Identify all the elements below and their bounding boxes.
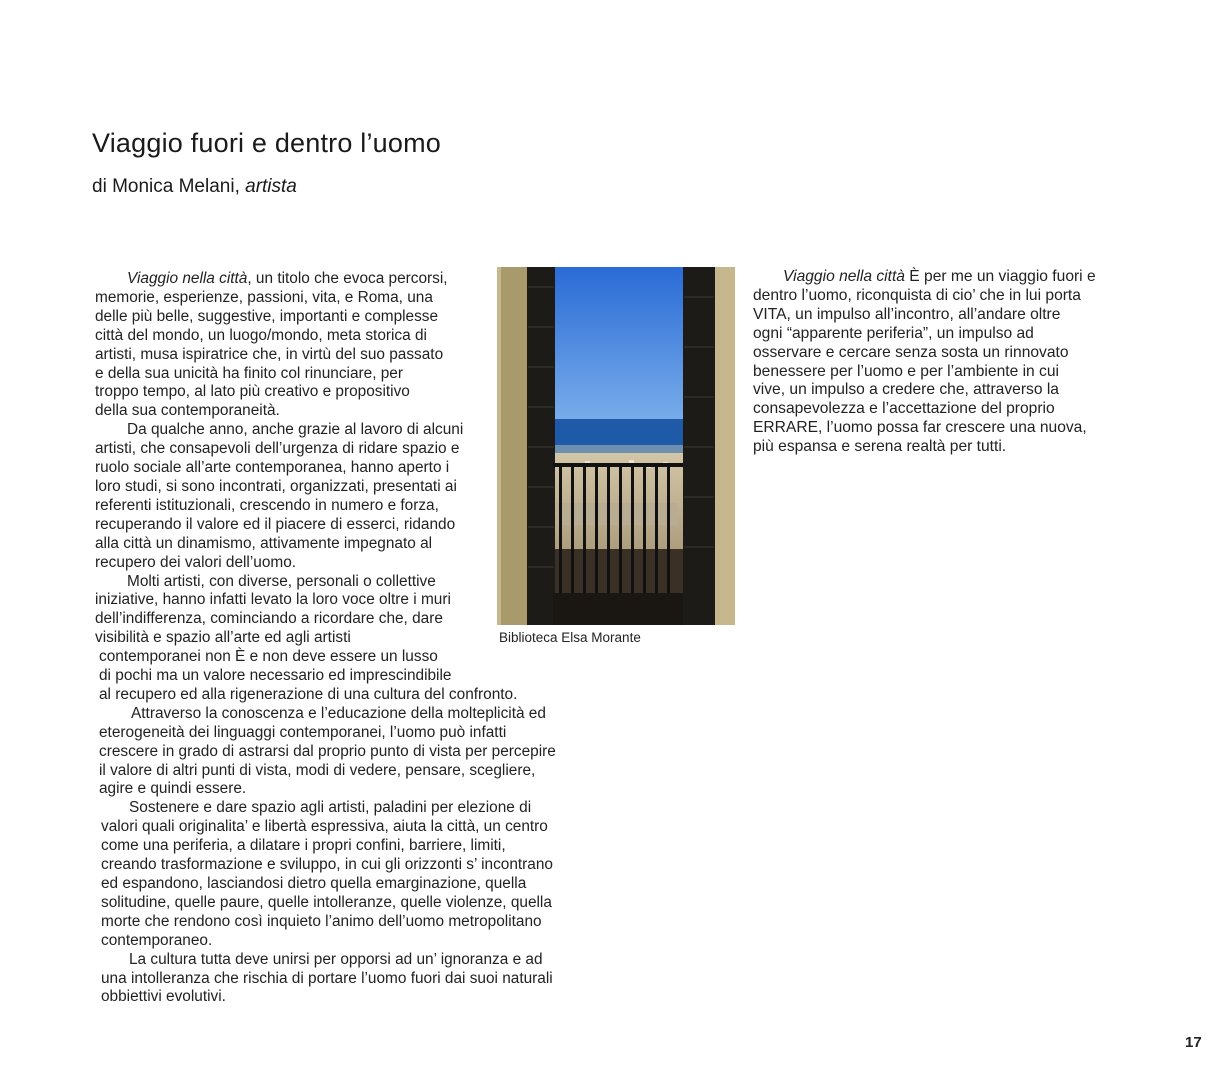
sidebar-line: VITA, un impulso all’incontro, all’andare oltre [753, 305, 1061, 323]
body-line: La cultura tutta deve unirsi per opporsi ad un’ ignoranza e ad [129, 950, 543, 968]
sidebar-line: vive, un impulso a credere che, attraverso la [753, 381, 1059, 399]
photo-caption: Biblioteca Elsa Morante [499, 630, 641, 645]
body-line: eterogeneità dei linguaggi contemporanei, l’uomo può infatti [99, 723, 507, 741]
body-line: artisti, musa ispiratrice che, in virtù del suo passato [95, 345, 444, 363]
sidebar-line: ERRARE, l’uomo possa far crescere una nuova, [753, 419, 1087, 437]
body-line: Sostenere e dare spazio agli artisti, paladini per elezione di [129, 799, 532, 817]
body-line: iniziative, hanno infatti levato la loro voce oltre i muri [95, 591, 451, 609]
body-line: al recupero ed alla rigenerazione di una cultura del confronto. [99, 685, 518, 703]
byline-author: di Monica Melani, [92, 176, 246, 197]
body-line: Viaggio nella città, un titolo che evoca percorsi, [127, 270, 448, 287]
sidebar-line: consapevolezza e l’accettazione del proprio [753, 400, 1055, 418]
article-sidebar-text [753, 268, 1096, 457]
article-title: Viaggio fuori e dentro l’uomo [92, 128, 442, 158]
page-number: 17 [1185, 1034, 1202, 1051]
article-byline [92, 176, 297, 198]
body-line: una intolleranza che rischia di portare l’uomo fuori dai suoi naturali [101, 969, 553, 987]
body-line: recuperando il valore ed il piacere di esserci, ridando [95, 515, 456, 533]
sidebar-line: benessere per l’uomo e per l’ambiente in cui [753, 362, 1059, 380]
body-line: crescere in grado di astrarsi dal proprio punto di vista per percepire [99, 742, 556, 760]
body-line: ed espandono, lasciandosi dietro quella emarginazione, quella [101, 875, 527, 892]
photo-illustration [497, 267, 735, 625]
body-line: solitudine, quelle paure, quelle intolleranze, quelle violenze, quella [101, 893, 552, 911]
body-line: Da qualche anno, anche grazie al lavoro di alcuni [127, 421, 464, 439]
body-line: memorie, esperienze, passioni, vita, e Roma, una [95, 288, 433, 306]
body-line: contemporaneo. [101, 931, 213, 949]
body-line: creando trasformazione e sviluppo, in cui gli orizzonti s’ incontrano [101, 856, 553, 874]
body-line: città del mondo, un luogo/mondo, meta storica di [95, 326, 427, 344]
body-line: della sua contemporaneità. [95, 402, 280, 420]
body-line: di pochi ma un valore necessario ed imprescindibile [99, 667, 452, 685]
body-line: valori quali originalita’ e libertà espressiva, aiuta la città, un centro [101, 818, 548, 836]
body-line: Attraverso la conoscenza e l’educazione della molteplicità ed [131, 704, 546, 722]
body-line: loro studi, si sono incontrati, organizzati, presentati ai [95, 477, 457, 495]
body-line: obbiettivi evolutivi. [101, 988, 226, 1006]
sidebar-line: dentro l’uomo, riconquista di cio’ che in lui porta [753, 286, 1081, 304]
body-line: Molti artisti, con diverse, personali o collettive [127, 572, 436, 590]
byline-role: artista [245, 176, 297, 197]
body-line: ruolo sociale all’arte contemporanea, hanno aperto i [95, 459, 450, 477]
photo-balcony-sea-view [497, 267, 735, 625]
body-line: referenti istituzionali, crescendo in numero e forza, [95, 496, 439, 514]
sidebar-line: Viaggio nella città È per me un viaggio fuori e [783, 268, 1096, 285]
article-body [95, 270, 556, 1007]
body-line: agire e quindi essere. [99, 780, 247, 798]
sidebar-line: osservare e cercare senza sosta un rinnovato [753, 343, 1069, 361]
sidebar-line: più espansa e serena realtà per tutti. [753, 438, 1007, 456]
body-line: troppo tempo, al lato più creativo e propositivo [95, 383, 410, 401]
body-line: e della sua unicità ha finito col rinunciare, per [95, 364, 403, 382]
body-line: il valore di altri punti di vista, modi di vedere, pensare, scegliere, [99, 761, 536, 779]
body-line: alla città un dinamismo, attivamente impegnato al [95, 534, 433, 552]
body-line: artisti, che consapevoli dell’urgenza di ridare spazio e [95, 440, 460, 458]
body-line: contemporanei non È e non deve essere un lusso [99, 648, 438, 666]
body-line: recupero dei valori dell’uomo. [95, 553, 297, 571]
body-line: visibilità e spazio all’arte ed agli artisti [95, 629, 351, 647]
body-line: morte che rendono così inquieto l’animo dell’uomo metropolitano [101, 912, 542, 930]
body-line: delle più belle, suggestive, importanti e complesse [95, 307, 439, 325]
body-line: dell’indifferenza, cominciando a ricordare che, dare [95, 610, 443, 628]
sidebar-line: ogni “apparente periferia”, un impulso ad [753, 324, 1034, 342]
body-line: come una periferia, a dilatare i propri confini, barriere, limiti, [101, 837, 506, 855]
